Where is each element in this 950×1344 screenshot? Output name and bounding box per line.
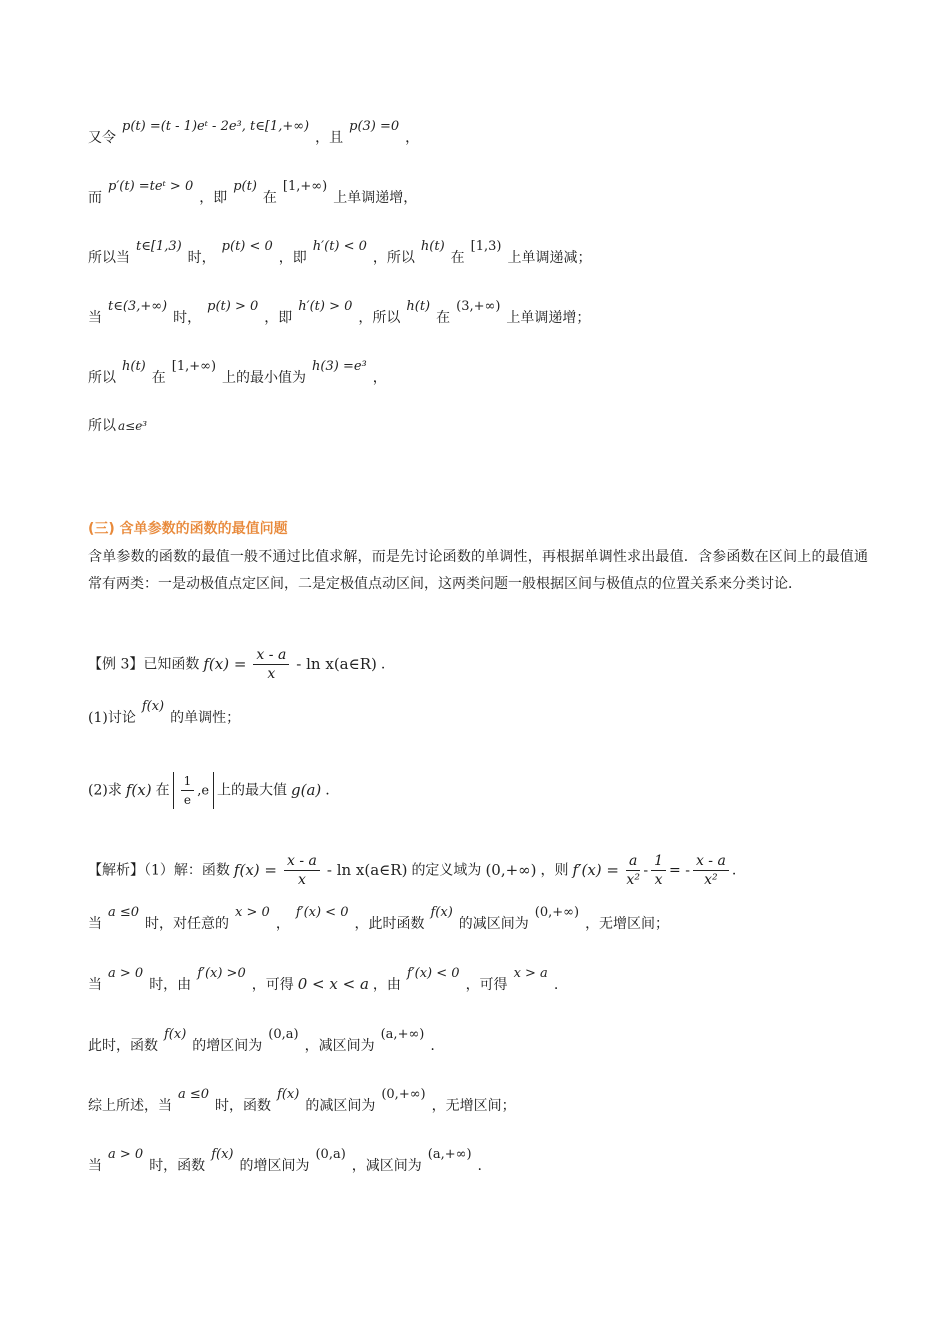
- formula: p′(t) =teᵗ > 0: [108, 179, 194, 194]
- text: 的增区间为: [192, 1038, 263, 1054]
- formula: (0,+∞): [381, 1087, 426, 1102]
- denominator: x²: [704, 872, 718, 888]
- text: ，所以: [358, 310, 401, 326]
- text: = -: [669, 862, 690, 879]
- text: 所以: [88, 418, 116, 434]
- text: ，: [275, 916, 290, 932]
- formula: a > 0: [108, 1147, 144, 1162]
- formula: t∈(3,+∞): [108, 299, 168, 314]
- text: 当: [88, 1158, 102, 1174]
- text: ，减区间为: [304, 1038, 375, 1054]
- numerator: x - a: [693, 852, 729, 871]
- text: 而: [88, 190, 102, 206]
- formula: p(t) > 0: [207, 299, 259, 314]
- formula: h(t): [122, 359, 146, 374]
- formula: h(t): [420, 239, 445, 254]
- text: ，可得: [465, 977, 508, 993]
- formula: f′(x) < 0: [295, 905, 349, 920]
- formula: f(x) =: [203, 654, 247, 673]
- solution-line-1: [88, 852, 736, 889]
- fraction: [181, 772, 195, 809]
- text: 上单调递增，: [333, 190, 418, 206]
- formula: a ≤0: [178, 1087, 210, 1102]
- text: ，且: [315, 130, 344, 146]
- text: 又令: [88, 130, 116, 146]
- text: 的单调性；: [170, 710, 241, 726]
- fraction: [651, 852, 666, 889]
- text: .: [477, 1158, 482, 1174]
- formula: p(t) =(t - 1)eᵗ - 2e³, t∈[1,+∞): [122, 119, 310, 134]
- text: 时，函数: [215, 1098, 272, 1114]
- text: ，由: [372, 977, 401, 993]
- text: 时，函数: [149, 1158, 206, 1174]
- text: ，则: [540, 862, 569, 879]
- formula: a > 0: [108, 966, 144, 981]
- line-2: [88, 179, 418, 209]
- solution-line-6: [88, 1147, 482, 1177]
- fraction: [693, 852, 729, 889]
- formula: h′(t) > 0: [298, 299, 353, 314]
- text: 的减区间为: [305, 1098, 376, 1114]
- text: 在: [151, 370, 166, 386]
- question-2: [88, 772, 330, 809]
- formula: p(3) =0: [349, 119, 400, 134]
- text: 所以: [88, 370, 116, 386]
- text: ，即: [278, 250, 307, 266]
- denominator: x²: [626, 872, 640, 888]
- text: ，即: [199, 190, 228, 206]
- solution-line-5: [88, 1087, 516, 1117]
- numerator: 1: [181, 772, 195, 791]
- text: .: [325, 782, 330, 799]
- interval-bracket: [173, 772, 214, 809]
- numerator: 1: [651, 852, 666, 871]
- formula: (3,+∞): [456, 299, 501, 314]
- solution-line-2: [88, 905, 670, 935]
- denominator: x: [267, 666, 276, 682]
- formula: h(t): [406, 299, 431, 314]
- text: 上的最小值为: [222, 370, 307, 386]
- denominator: x: [654, 872, 663, 888]
- text: 在: [436, 310, 451, 326]
- numerator: x - a: [284, 852, 320, 871]
- text: 时，由: [149, 977, 192, 993]
- text: ，: [372, 370, 387, 386]
- formula: [1,+∞): [282, 179, 328, 194]
- denominator: x: [297, 872, 306, 888]
- text: 此时，函数: [88, 1038, 158, 1054]
- question-1: [88, 699, 241, 729]
- text: 的定义域为: [411, 862, 482, 879]
- text: ，所以: [372, 250, 415, 266]
- text: 当: [88, 310, 102, 326]
- text: -: [643, 862, 649, 879]
- line-1: [88, 119, 420, 149]
- text: 时，: [187, 250, 216, 266]
- formula: (a,+∞): [380, 1027, 425, 1042]
- formula: f′(x) < 0: [406, 966, 460, 981]
- formula: x > a: [513, 966, 548, 981]
- solution-line-3: [88, 966, 559, 996]
- text: ，减区间为: [351, 1158, 422, 1174]
- formula: 0 < x < a: [297, 975, 369, 993]
- formula: [1,+∞): [171, 359, 217, 374]
- formula: ,e: [197, 783, 210, 799]
- formula: f(x): [277, 1087, 300, 1102]
- text: ，可得: [251, 977, 294, 993]
- formula: f(x): [430, 905, 453, 920]
- text: .: [380, 656, 386, 673]
- formula: f(x): [211, 1147, 234, 1162]
- denominator: e: [183, 793, 191, 807]
- formula: p(t) < 0: [221, 239, 273, 254]
- formula: t∈[1,3): [136, 239, 182, 254]
- text: 在: [450, 250, 465, 266]
- text: 时，: [173, 310, 202, 326]
- text: 在: [155, 782, 170, 799]
- formula: (a,+∞): [427, 1147, 472, 1162]
- formula: p(t): [233, 179, 257, 194]
- text: ，无增区间；: [585, 916, 670, 932]
- fraction: [253, 646, 289, 683]
- formula: - ln x(a∈R): [296, 654, 377, 673]
- text: 综上所述，当: [88, 1098, 172, 1114]
- text: 所以当: [88, 250, 130, 266]
- text: 上的最大值: [217, 782, 288, 799]
- text: 时，对任意的: [145, 916, 230, 932]
- numerator: a: [626, 852, 640, 871]
- text: .: [553, 977, 559, 993]
- text: .: [430, 1038, 435, 1054]
- text: (1)讨论: [88, 710, 136, 726]
- section-paragraph: 含单参数的函数的最值一般不通过比值求解，而是先讨论函数的单调性，再根据单调性求出最值．含参函数在区间上的最值通常有两类：一是动极值点定区间，二是定极值点动区间，这两类问题一般根据区间与极值点的位置关系来分类讨论．: [88, 549, 868, 592]
- text: ，: [405, 130, 420, 146]
- text: 上单调递增；: [506, 310, 591, 326]
- text: 的增区间为: [239, 1158, 310, 1174]
- formula: [1,3): [470, 239, 502, 254]
- line-5: [88, 359, 387, 389]
- fraction: [284, 852, 320, 889]
- formula: f′(x) >0: [197, 966, 246, 981]
- text: ，即: [264, 310, 293, 326]
- formula: f′(x) =: [572, 860, 619, 879]
- example-3: [88, 646, 385, 683]
- text: 的减区间为: [458, 916, 529, 932]
- fraction: [626, 852, 640, 889]
- line-4: [88, 299, 591, 329]
- text: 在: [262, 190, 277, 206]
- formula: a ≤0: [108, 905, 140, 920]
- formula: - ln x(a∈R): [326, 860, 408, 879]
- formula: x > 0: [235, 905, 270, 920]
- formula: h′(t) < 0: [312, 239, 367, 254]
- line-6: [88, 416, 149, 436]
- text: 当: [88, 977, 102, 993]
- formula: (0,+∞): [485, 860, 537, 879]
- text: (2)求: [88, 782, 122, 799]
- formula: h(3) =e³: [312, 359, 367, 374]
- section-heading: (三) 含单参数的函数的最值问题: [88, 521, 288, 537]
- formula: f(x): [125, 780, 152, 799]
- text: ，此时函数: [354, 916, 425, 932]
- formula: f(x): [164, 1027, 187, 1042]
- formula: f(x): [141, 699, 165, 714]
- formula: a≤e³: [118, 419, 148, 433]
- example-label: 【例 3】已知函数: [88, 656, 200, 673]
- line-3: [88, 239, 592, 269]
- formula: g(a): [291, 780, 322, 799]
- formula: f(x) =: [233, 860, 277, 879]
- text: ，无增区间；: [431, 1098, 516, 1114]
- solution-line-4: [88, 1027, 435, 1057]
- formula: (0,+∞): [534, 905, 580, 920]
- formula: (0,a): [268, 1027, 299, 1042]
- text: 【解析】（1）解：函数: [88, 862, 230, 879]
- text: 当: [88, 916, 102, 932]
- formula: (0,a): [315, 1147, 346, 1162]
- text: 上单调递减；: [507, 250, 592, 266]
- numerator: x - a: [253, 646, 289, 665]
- text: .: [731, 862, 737, 879]
